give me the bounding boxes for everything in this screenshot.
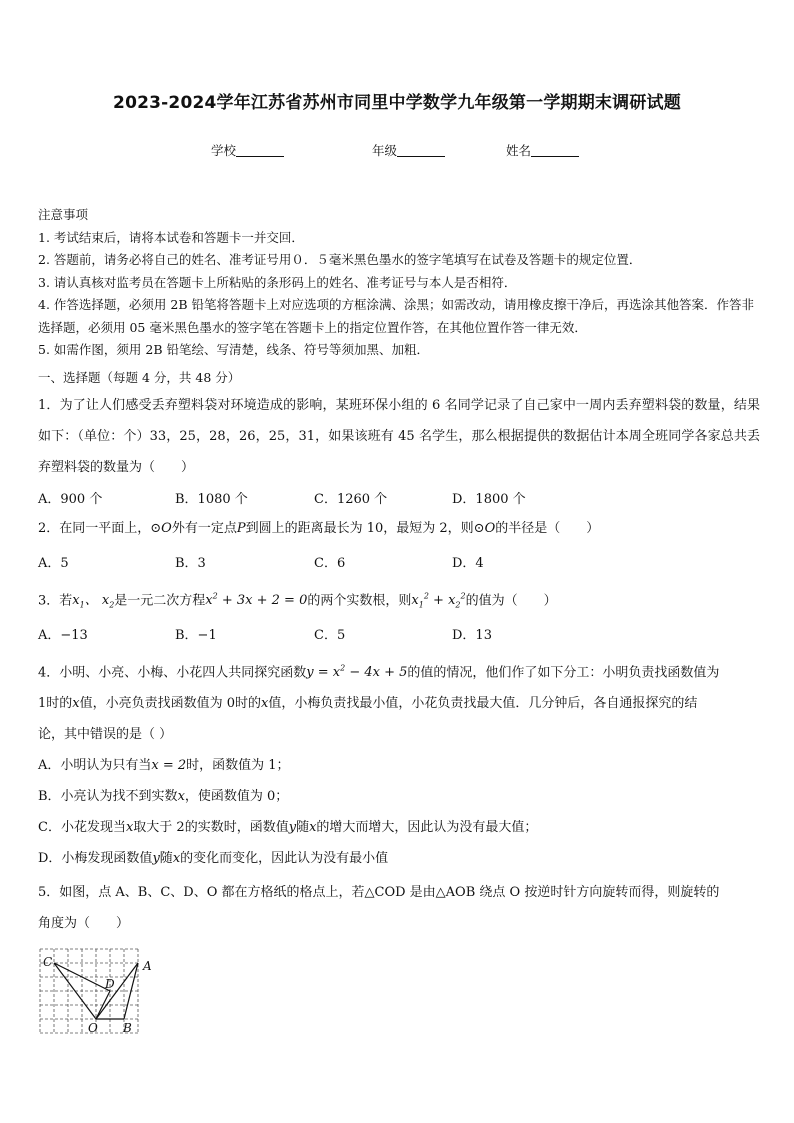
math-x1x2: $x_1$、 $x_2$ (72, 593, 115, 610)
exam-title: 2023-2024学年江苏省苏州市同里中学数学九年级第一学期期末调研试题 (113, 93, 681, 113)
note-item: 3. 请认真核对监考员在答题卡上所粘贴的条形码上的姓名、准考证号与本人是否相符． (38, 274, 517, 290)
option-b[interactable]: B．小亮认为找不到实数x，使函数值为 0； (38, 789, 289, 805)
option-c[interactable]: C．小花发现当x取大于 2的实数时，函数值y随x的增大而增大，因此认为没有最大值； (38, 820, 538, 836)
name-blank[interactable] (531, 144, 579, 157)
option-c[interactable]: C．1260 个 (314, 492, 388, 507)
option-c[interactable]: C．5 (314, 628, 346, 643)
question-5: 5．如图，点 A、B、C、D、O 都在方格纸的格点上，若△COD 是由△AOB 绕点 O 按逆时针方向旋转而得，则旋转的 角度为（ ） (38, 885, 720, 931)
point-label-d: D (105, 977, 115, 991)
option-a[interactable]: A．小明认为只有当x = 2时，函数值为 1； (38, 758, 290, 774)
name-field: 姓名 (506, 141, 579, 159)
school-field: 学校 (211, 141, 284, 159)
point-label-a: A (143, 959, 152, 973)
point-label-c: C (43, 955, 53, 969)
note-item: 4. 作答选择题，必须用 2B 铅笔将答题卡上对应选项的方框涂满、涂黑；如需改动，请用橡皮擦干净后，再选涂其他答案．作答非选择题，必须用 05 毫米黑色墨水的签字笔在答题卡上的指定位置作答，在其他位置作答一律无效． (38, 297, 754, 335)
option-b[interactable]: B．1080 个 (175, 492, 248, 507)
math-equation: $x^2 + 3x + 2 = 0$ (205, 592, 308, 609)
math-sum-squares: $x_1^2 + x_2^2$ (411, 592, 466, 610)
option-a[interactable]: A．900 个 (38, 492, 103, 507)
question-4: 4．小明、小亮、小梅、小花四人共同探究函数$y = x^2 - 4x + 5$的值的情况，他们作了如下分工：小明负责找函数值为 1时的x值，小亮负责找函数值为 0时的x值，小梅负责找最小值，小花负责找最大值．几分钟后，各自通报探究的结 论，其中错误的是（ ） A．小明认为只有当x = 2时，函数值为 1； B．小亮认为找不到实数x，使函数值为 0； C．小花发现当x取大于 2的实数时，函数值y随x的增大而增大，因此认为没有最大值； D．小梅发现函数值y随x的变化而变化，因此认为没有最小值 (38, 653, 760, 874)
option-d[interactable]: D．1800 个 (452, 492, 526, 507)
question-2: 2．在同一平面上，⊙O外有一定点P到圆上的距离最长为 10，最短为 2，则⊙O的半径是（ ） (38, 521, 600, 536)
school-blank[interactable] (236, 144, 284, 157)
option-a[interactable]: A．−13 (38, 628, 88, 643)
notes-block (38, 204, 758, 362)
math-function: $y = x^2 - 4x + 5$ (306, 664, 408, 681)
question-1: 1．为了让人们感受丢弃塑料袋对环境造成的影响，某班环保小组的 6 名同学记录了自己家中一周内丢弃塑料袋的数量，结果如下：（单位：个）33，25，28，26，25，31，如果该班有 45 名学生，那么根据提供的数据估计本周全班同学各家总共丢弃塑料袋的数量为（ ） (38, 398, 760, 475)
note-item: 1. 考试结束后，请将本试卷和答题卡一并交回． (38, 229, 304, 245)
section-heading: 一、选择题（每题 4 分，共 48 分） (38, 370, 241, 385)
option-d[interactable]: D．4 (452, 556, 484, 571)
option-c[interactable]: C．6 (314, 556, 346, 571)
option-d[interactable]: D．小梅发现函数值y随x的变化而变化，因此认为没有最小值 (38, 851, 389, 867)
grade-field: 年级 (372, 141, 445, 159)
option-d[interactable]: D．13 (452, 628, 492, 643)
notes-heading: 注意事项 (38, 207, 89, 222)
grade-blank[interactable] (397, 144, 445, 157)
question-3: 3．若$x_1$、 $x_2$是一元二次方程$x^2 + 3x + 2 = 0$的两个实数根，则$x_1^2 + x_2^2$的值为（ ） (38, 592, 557, 610)
note-item: 2. 答题前，请务必将自己的姓名、准考证号用０．５毫米黑色墨水的签字笔填写在试卷及答题卡的规定位置． (38, 252, 642, 267)
option-a[interactable]: A．5 (38, 556, 69, 571)
option-b[interactable]: B．−1 (175, 628, 217, 643)
point-label-o: O (88, 1021, 98, 1035)
point-label-b: B (123, 1021, 132, 1035)
rotation-figure (30, 946, 170, 1038)
note-item: 5. 如需作图，须用 2B 铅笔绘、写清楚，线条、符号等须加黑、加粗． (38, 342, 429, 357)
option-b[interactable]: B．3 (175, 556, 206, 571)
